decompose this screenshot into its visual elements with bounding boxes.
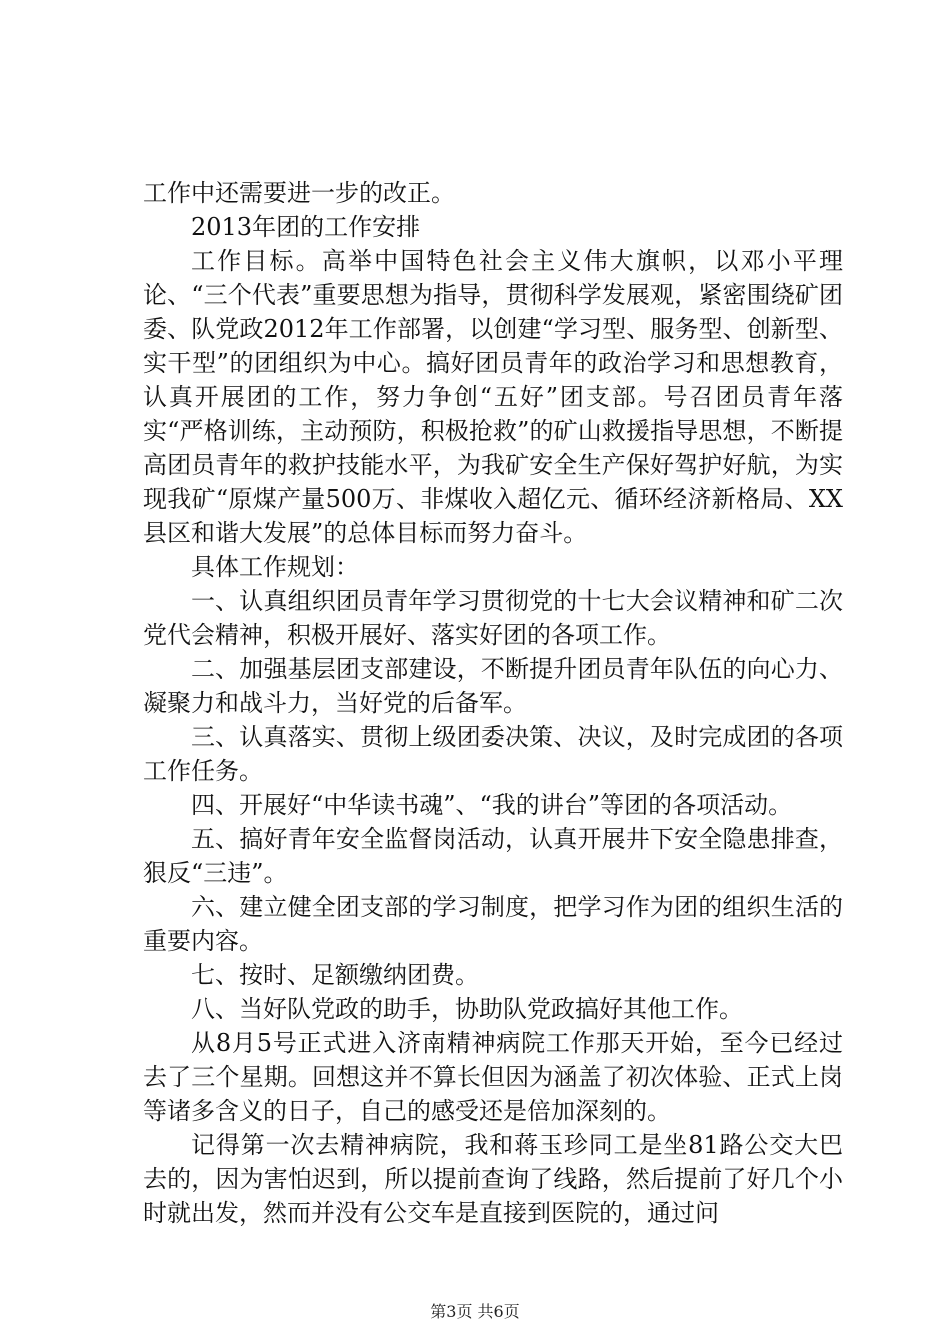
page-footer: 第3页 共6页 <box>430 1302 520 1321</box>
list-item-1: 一、认真组织团员青年学习贯彻党的十七大会议精神和矿二次党代会精神，积极开展好、落实好团的各项工作。 <box>143 587 843 649</box>
list-item-6: 六、建立健全团支部的学习制度，把学习作为团的组织生活的重要内容。 <box>143 893 843 955</box>
section-heading: 2013年团的工作安排 <box>191 213 421 241</box>
paragraph-hospital-intro: 从8月5号正式进入济南精神病院工作那天开始，至今已经过去了三个星期。回想这并不算长但因为涵盖了初次体验、正式上岗等诸多含义的日子，自己的感受还是倍加深刻的。 <box>143 1029 843 1125</box>
list-item-5: 五、搞好青年安全监督岗活动，认真开展井下安全隐患排查，狠反“三违”。 <box>143 825 843 887</box>
paragraph-plan-heading: 具体工作规划： <box>191 553 359 581</box>
paragraph-continuation: 工作中还需要进一步的改正。 <box>143 179 455 207</box>
list-item-8: 八、当好队党政的助手，协助队党政搞好其他工作。 <box>191 995 743 1023</box>
paragraph-first-visit: 记得第一次去精神病院，我和蒋玉珍同工是坐81路公交大巴去的，因为害怕迟到，所以提前查询了线路，然后提前了好几个小时就出发，然而并没有公交车是直接到医院的，通过问 <box>143 1131 843 1227</box>
list-item-4: 四、开展好“中华读书魂”、“我的讲台”等团的各项活动。 <box>191 791 793 819</box>
list-item-2: 二、加强基层团支部建设，不断提升团员青年队伍的向心力、凝聚力和战斗力，当好党的后备军。 <box>143 655 843 717</box>
paragraph-work-goal: 工作目标。高举中国特色社会主义伟大旗帜，以邓小平理论、“三个代表”重要思想为指导，贯彻科学发展观，紧密围绕矿团委、队党政2012年工作部署，以创建“学习型、服务型、创新型、实干型”的团组织为中心。搞好团员青年的政治学习和思想教育，认真开展团的工作，努力争创“五好”团支部。号召团员青年落实“严格训练，主动预防，积极抢救”的矿山救援指导思想，不断提高团员青年的救护技能水平，为我矿安全生产保好驾护好航，为实现我矿“原煤产量500万、非煤收入超亿元、循环经济新格局、XX县区和谐大发展”的总体目标而努力奋斗。 <box>143 247 843 547</box>
list-item-3: 三、认真落实、贯彻上级团委决策、决议，及时完成团的各项工作任务。 <box>143 723 843 785</box>
document-body <box>143 176 843 1230</box>
list-item-7: 七、按时、足额缴纳团费。 <box>191 961 479 989</box>
